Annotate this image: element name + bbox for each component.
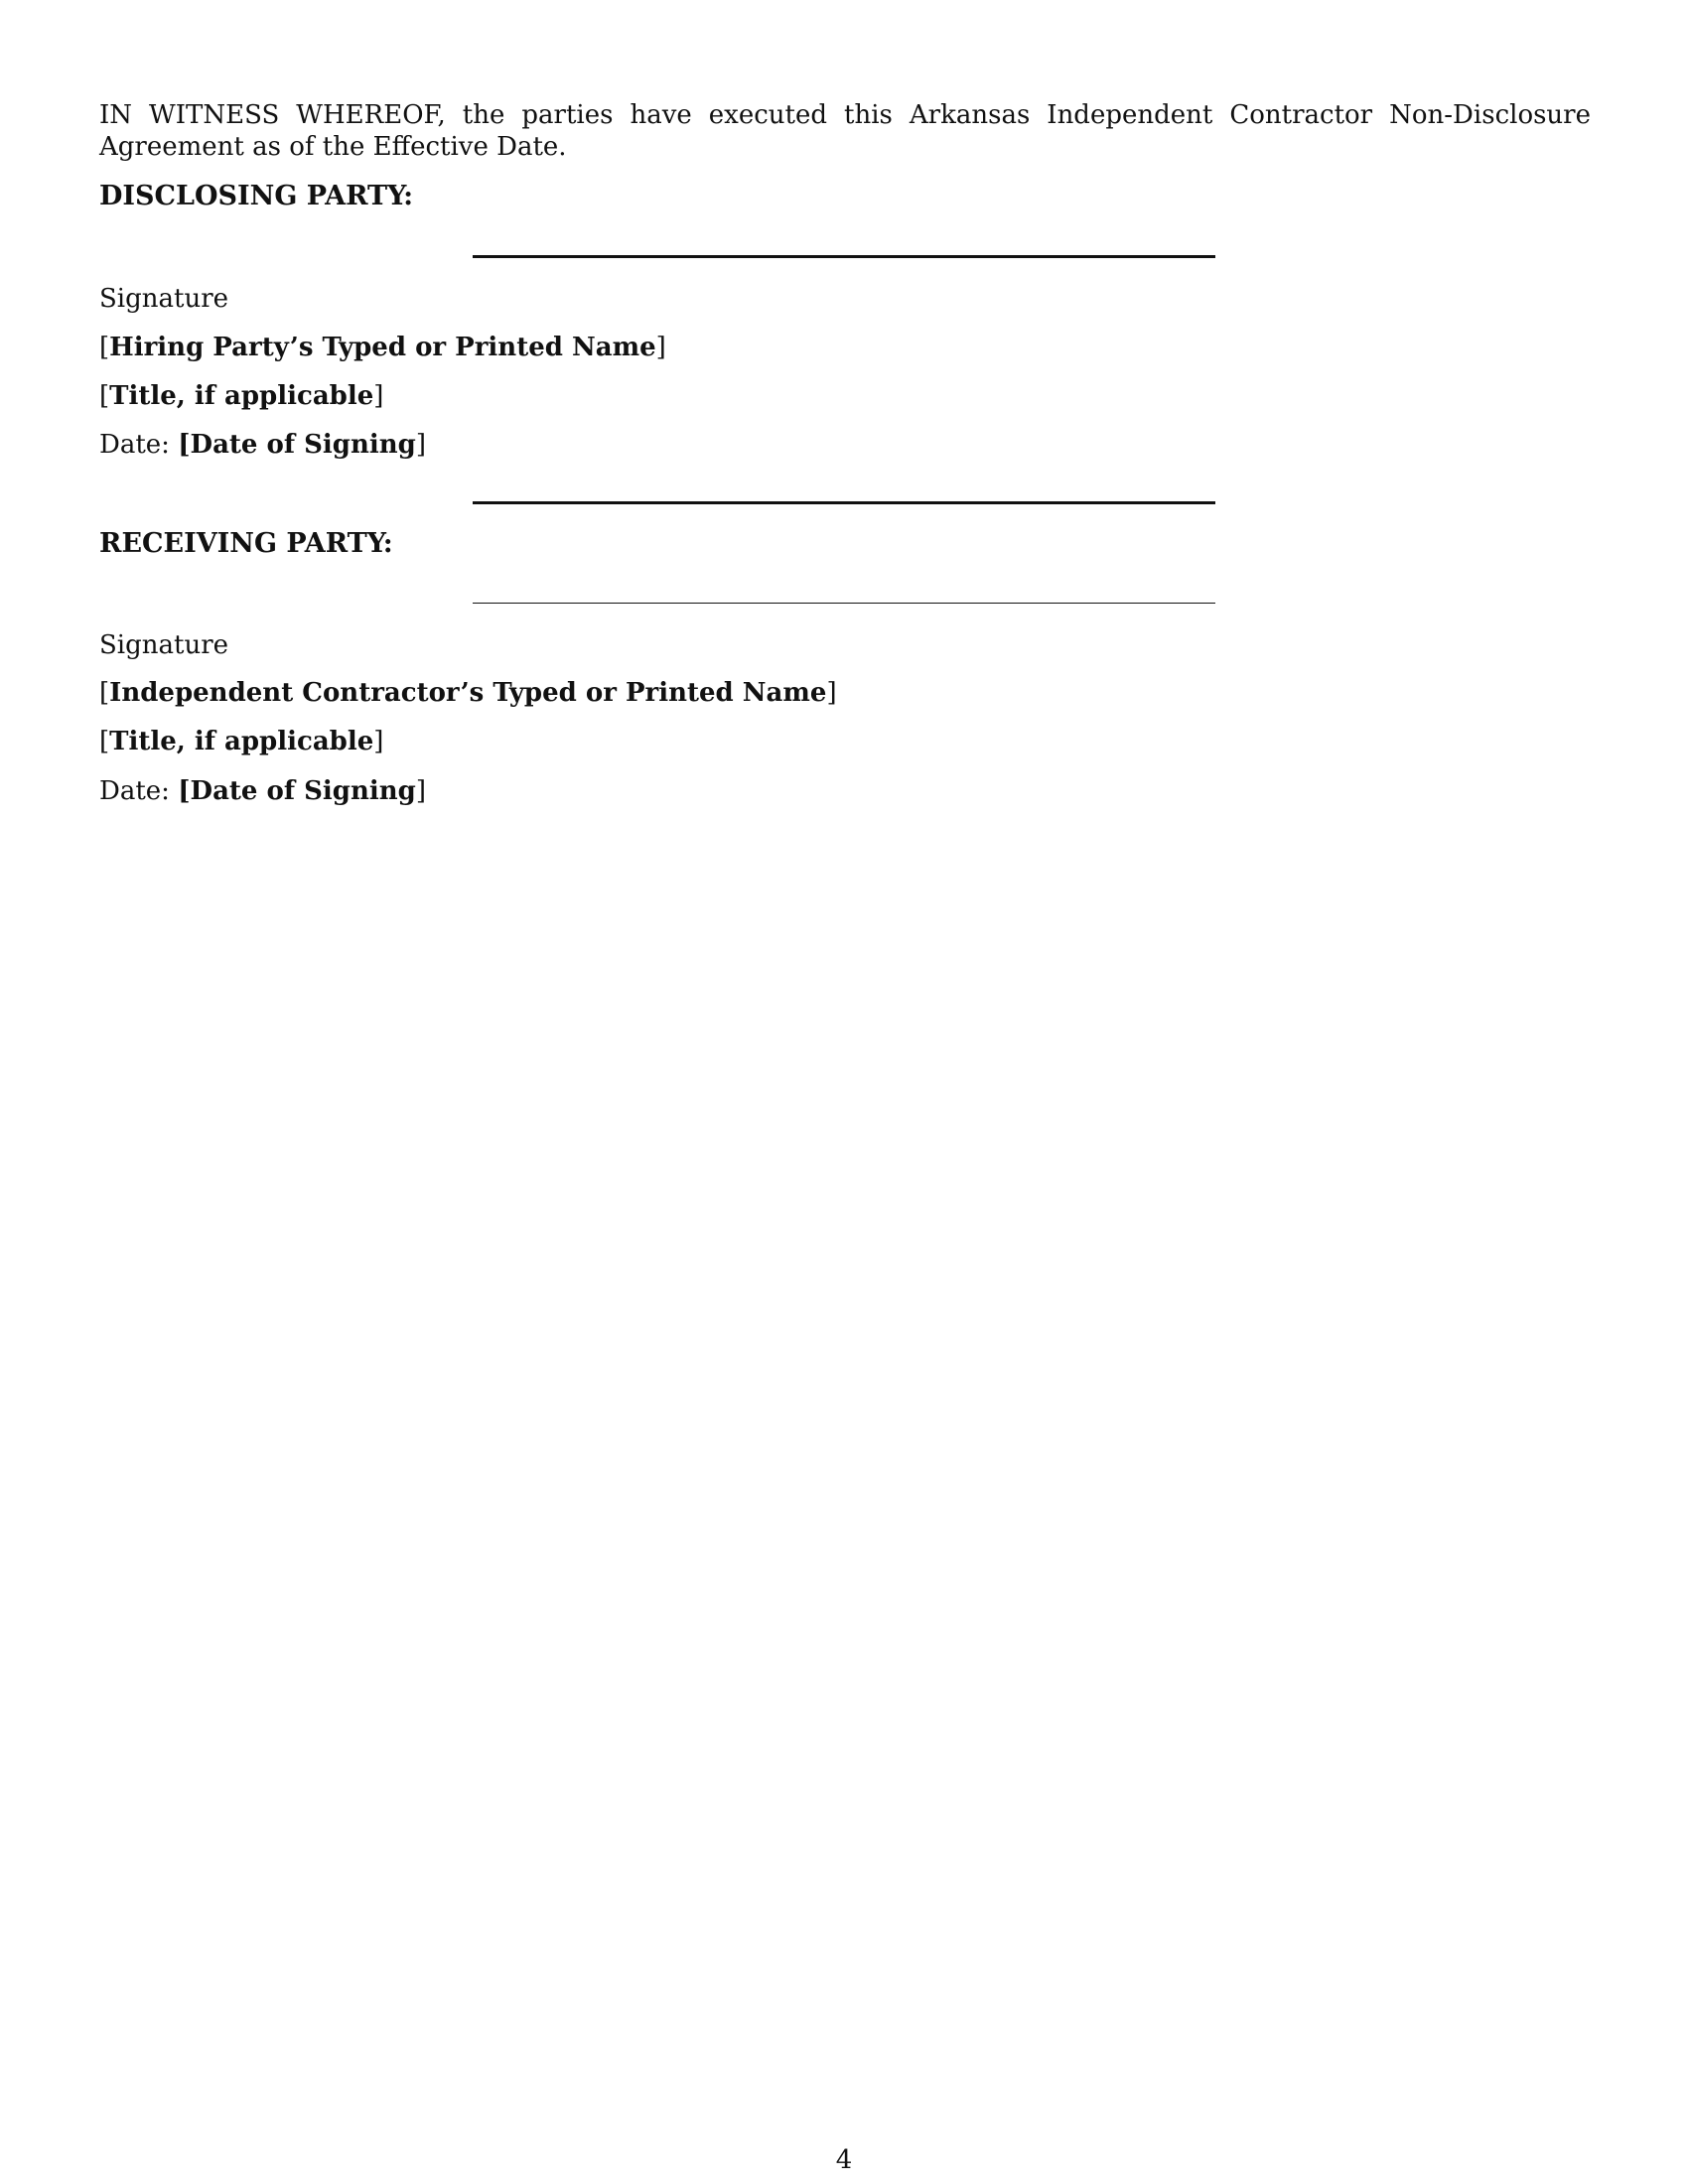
disclosing-date-placeholder: Date of Signing [190,430,416,460]
disclosing-signature-line [473,255,1215,258]
receiving-title-placeholder: Title, if applicable [109,727,374,756]
date-label: Date: [99,776,179,806]
bracket-open: [ [99,381,110,411]
receiving-title-line [99,726,383,757]
receiving-name-line [99,677,837,709]
witness-paragraph: IN WITNESS WHEREOF, the parties have executed this Arkansas Independent Contractor Non-Disclosure Agreement as of the Effective Date. [99,100,1591,162]
bracket-open: [ [99,678,110,708]
disclosing-name-line [99,332,666,363]
bracket-close: ] [826,678,837,708]
disclosing-party-heading: DISCLOSING PARTY: [99,181,414,211]
receiving-signature-line [473,603,1215,604]
disclosing-title-placeholder: Title, if applicable [109,381,374,411]
bracket-open: [ [178,776,191,806]
page-number: 4 [835,2145,853,2175]
bracket-close: ] [415,776,426,806]
receiving-party-heading: RECEIVING PARTY: [99,528,393,559]
section-divider-line [473,501,1215,504]
bracket-close: ] [373,727,384,756]
receiving-date-placeholder: Date of Signing [190,776,416,806]
receiving-name-placeholder: Independent Contractor’s Typed or Printed Name [109,678,827,708]
bracket-open: [ [99,333,110,362]
disclosing-name-placeholder: Hiring Party’s Typed or Printed Name [109,333,656,362]
disclosing-title-line [99,380,383,412]
disclosing-signature-label: Signature [99,284,229,314]
bracket-close: ] [373,381,384,411]
bracket-close: ] [655,333,666,362]
receiving-date-line [99,775,426,807]
receiving-signature-label: Signature [99,630,229,660]
date-label: Date: [99,430,179,460]
bracket-close: ] [415,430,426,460]
bracket-open: [ [178,430,191,460]
bracket-open: [ [99,727,110,756]
disclosing-date-line [99,429,426,461]
